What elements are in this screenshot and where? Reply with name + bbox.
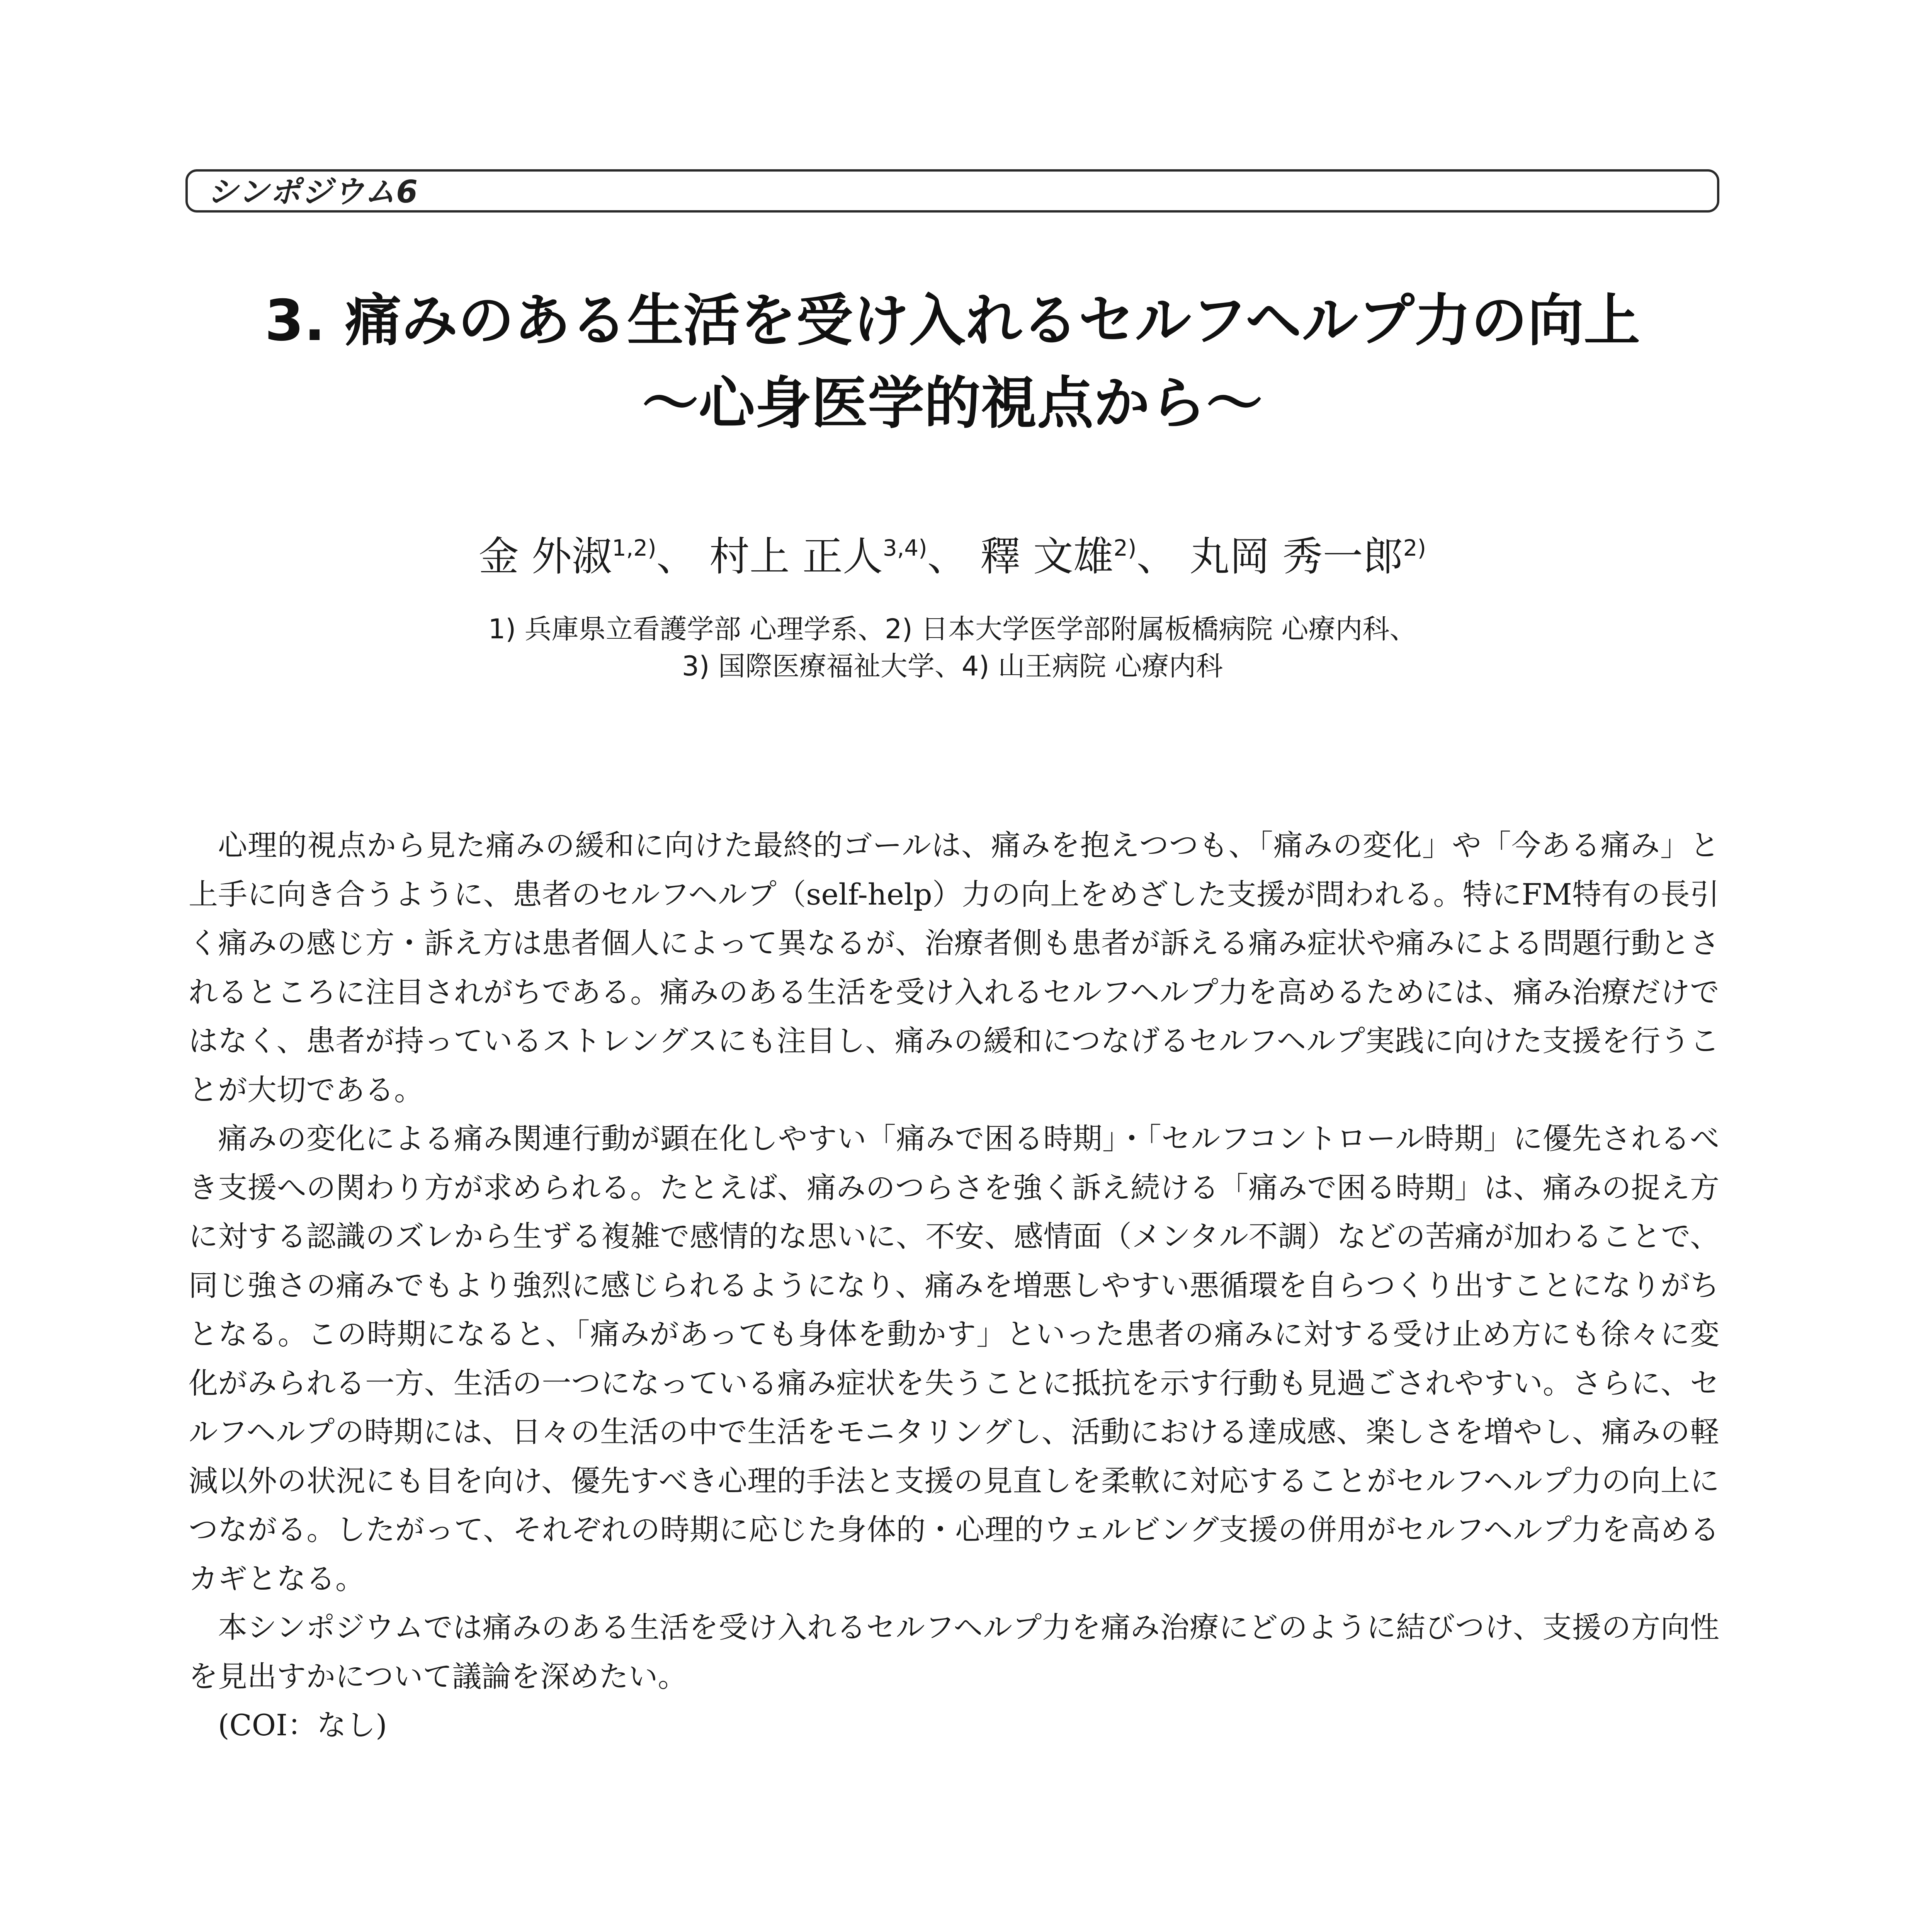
affiliation-line: 3) 国際医療福祉大学、4) 山王病院 心療内科	[682, 650, 1223, 682]
affiliation-line: 1) 兵庫県立看護学部 心理学系、2) 日本大学医学部附属板橋病院 心療内科、	[488, 613, 1417, 645]
affiliation-list	[185, 611, 1719, 685]
author-separator: 、	[656, 533, 697, 580]
body-paragraph: 本シンポジウムでは痛みのある生活を受け入れるセルフヘルプ力を痛み治療にどのように結びつけ、支援の方向性を見出すかについて議論を深めたい。	[189, 1610, 1719, 1694]
author-affiliation-mark: 2)	[1113, 535, 1137, 561]
article-title	[185, 288, 1719, 436]
author-name: 金 外淑	[478, 533, 612, 580]
section-header-box	[185, 169, 1719, 213]
author-affiliation-mark: 3,4)	[882, 535, 927, 561]
author-separator: 、	[1136, 533, 1177, 580]
author-separator: 、	[927, 533, 967, 580]
section-label: シンポジウム6	[207, 174, 418, 210]
author-affiliation-mark: 2)	[1403, 535, 1426, 561]
body-paragraph: 痛みの変化による痛み関連行動が顕在化しやすい「痛みで困る時期」・「セルフコントロール時期」に優先されるべき支援への関わり方が求められる。たとえば、痛みのつらさを強く訴え続ける「痛みで困る時期」は、痛みの捉え方に対する認識のズレから生ずる複雑で感情的な思いに、不安、感情面（メンタル不調）などの苦痛が加わることで、同じ強さの痛みでもより強烈に感じられるようになり、痛みを増悪しやすい悪循環を自らつくり出すことになりがちとなる。この時期になると、「痛みがあっても身体を動かす」といった患者の痛みに対する受け止め方にも徐々に変化がみられる一方、生活の一つになっている痛み症状を失うことに抵抗を示す行動も見過ごされやすい。さらに、セルフヘルプの時期には、日々の生活の中で生活をモニタリングし、活動における達成感、楽しさを増やし、痛みの軽減以外の状況にも目を向け、優先すべき心理的手法と支援の見直しを柔軟に対応することがセルフヘルプ力の向上につながる。したがって、それぞれの時期に応じた身体的・心理的ウェルビング支援の併用がセルフヘルプ力を高めるカギとなる。	[189, 1121, 1719, 1596]
author-name: 村上 正人	[709, 533, 883, 580]
author-affiliation-mark: 1,2)	[612, 535, 656, 561]
title-subtitle: 〜心身医学的視点から〜	[642, 371, 1263, 436]
author-name: 釋 文雄	[980, 533, 1114, 580]
title-main: 3. 痛みのある生活を受け入れるセルフヘルプ力の向上	[264, 288, 1641, 354]
author-name: 丸岡 秀一郎	[1189, 533, 1403, 580]
author-list	[185, 531, 1719, 582]
abstract-body	[189, 821, 1719, 1750]
coi-statement: (COI：なし)	[218, 1708, 387, 1742]
body-paragraph: 心理的視点から見た痛みの緩和に向けた最終的ゴールは、痛みを抱えつつも、「痛みの変化」や「今ある痛み」と上手に向き合うように、患者のセルフヘルプ（self-help）力の向上をめざした支援が問われる。特にFM特有の長引く痛みの感じ方・訴え方は患者個人によって異なるが、治療者側も患者が訴える痛み症状や痛みによる問題行動とされるところに注目されがちである。痛みのある生活を受け入れるセルフヘルプ力を高めるためには、痛み治療だけではなく、患者が持っているストレングスにも注目し、痛みの緩和につなげるセルフヘルプ実践に向けた支援を行うことが大切である。	[189, 828, 1719, 1107]
